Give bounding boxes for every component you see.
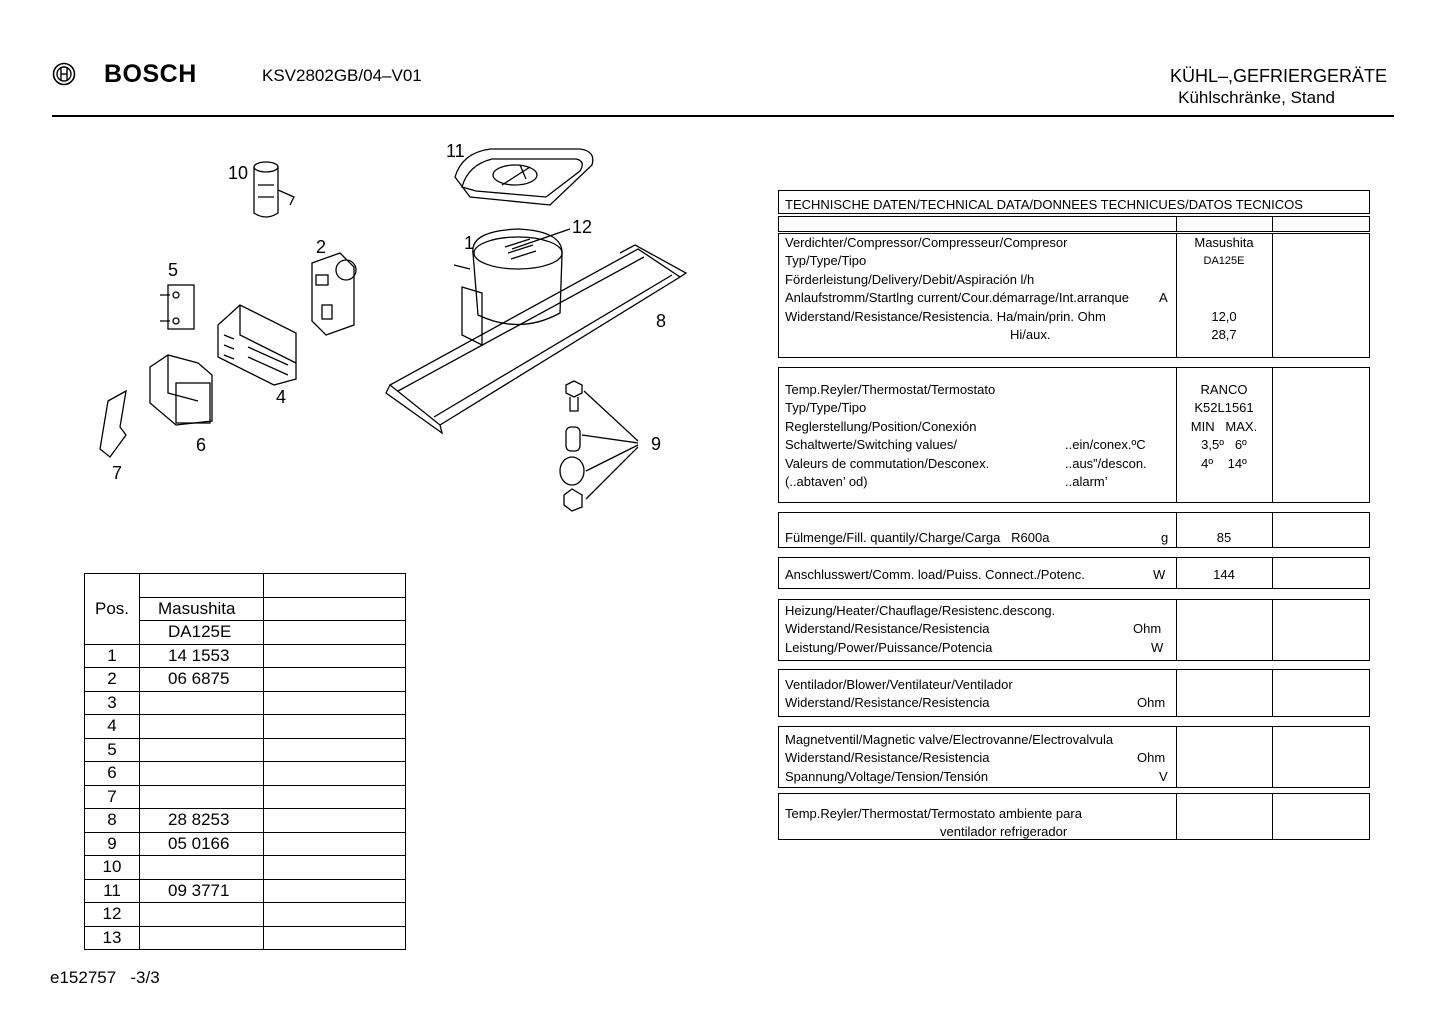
callout-4: 4 bbox=[276, 387, 287, 407]
type-label: Typ/Type/Tipo bbox=[785, 253, 867, 268]
table-row bbox=[85, 785, 406, 809]
pos-cell: 1 bbox=[85, 644, 140, 668]
thermostat-type-value: K52L1561 bbox=[1194, 400, 1254, 415]
table-row bbox=[85, 762, 406, 786]
compressor-section bbox=[778, 233, 1370, 358]
table-row bbox=[85, 903, 406, 927]
part-number-cell bbox=[140, 691, 264, 715]
callout-9: 9 bbox=[651, 434, 662, 454]
connected-load-unit: W bbox=[1153, 567, 1166, 582]
exploded-parts-drawing bbox=[90, 135, 730, 525]
relay-part-drawing bbox=[312, 253, 356, 335]
heater-resistance-unit: Ohm bbox=[1133, 621, 1162, 636]
tech-title-box bbox=[778, 190, 1370, 214]
document-footer: e152757 -3/3 bbox=[50, 968, 160, 987]
base-plate-part-drawing bbox=[386, 245, 686, 433]
valve-voltage-label: Spannung/Voltage/Tension/Tensión bbox=[785, 769, 989, 784]
pos-cell: 12 bbox=[85, 903, 140, 927]
table-row bbox=[85, 926, 406, 950]
switch-off-values: 4º 14º bbox=[1201, 456, 1247, 471]
parts-table bbox=[84, 573, 406, 950]
brand-name: BOSCH bbox=[104, 60, 197, 88]
fill-quantity-label: Fülmenge/Fill. quantily/Charge/Carga R600a bbox=[785, 530, 1050, 545]
ambient-thermostat-section bbox=[778, 793, 1370, 840]
fill-quantity-value: 85 bbox=[1216, 530, 1232, 545]
defrost-label: (..abtaven’ od) bbox=[785, 474, 868, 489]
commutation-label: Valeurs de commutation/Desconex. bbox=[785, 456, 990, 471]
resistance-aux-value: 28,7 bbox=[1211, 327, 1237, 342]
pos-cell: 4 bbox=[85, 715, 140, 739]
part-number-cell bbox=[140, 762, 264, 786]
table-row bbox=[85, 856, 406, 880]
cover-part-drawing bbox=[455, 149, 593, 205]
valve-resistance-label: Widerstand/Resistance/Resistencia bbox=[785, 750, 990, 765]
switch-off-label: ..aus”/descon. bbox=[1065, 456, 1147, 471]
alarm-label: ..alarm’ bbox=[1065, 474, 1108, 489]
type-value: DA125E bbox=[1203, 255, 1245, 267]
bosch-logo-icon bbox=[52, 62, 76, 86]
ambient-thermostat-sublabel: ventilador refrigerador bbox=[940, 824, 1068, 839]
compressor-value: Masushita bbox=[1194, 235, 1254, 250]
connected-load-label: Anschlusswert/Comm. load/Puiss. Connect./Potenc. bbox=[785, 567, 1085, 582]
manufacturer-header: Masushita bbox=[140, 597, 264, 621]
callout-11: 11 bbox=[446, 141, 465, 161]
table-row bbox=[85, 644, 406, 668]
callout-2: 2 bbox=[316, 237, 327, 257]
category-title: KÜHL–,GEFRIERGERÄTE bbox=[1169, 66, 1387, 86]
heater-power-label: Leistung/Power/Puissance/Potencia bbox=[785, 640, 993, 655]
pos-cell: 13 bbox=[85, 926, 140, 950]
pos-cell: 3 bbox=[85, 691, 140, 715]
header-divider bbox=[52, 115, 1394, 117]
starting-current-unit: A bbox=[1159, 290, 1168, 305]
callout-6: 6 bbox=[196, 435, 207, 455]
callout-8: 8 bbox=[656, 311, 667, 331]
heater-resistance-label: Widerstand/Resistance/Resistencia bbox=[785, 621, 990, 636]
part-number-cell bbox=[140, 903, 264, 927]
ambient-thermostat-label: Temp.Reyler/Thermostat/Termostato ambiente para bbox=[785, 806, 1082, 821]
valve-label: Magnetventil/Magnetic valve/Electrovanne/Electrovalvula bbox=[785, 732, 1114, 747]
delivery-label: Förderleistung/Delivery/Debit/Aspiración l/h bbox=[785, 272, 1035, 287]
valve-resistance-unit: Ohm bbox=[1137, 750, 1166, 765]
fan-label: Ventilador/Blower/Ventilateur/Ventilador bbox=[785, 677, 1013, 692]
min-max-header: MIN MAX. bbox=[1190, 419, 1258, 434]
terminal-part-drawing bbox=[160, 285, 194, 329]
switch-on-label: ..ein/conex.ºC bbox=[1065, 437, 1146, 452]
part-number-cell: 28 8253 bbox=[140, 809, 264, 833]
fasteners-part-drawing bbox=[560, 381, 638, 511]
pos-cell: 11 bbox=[85, 879, 140, 903]
tech-header-spacer bbox=[778, 216, 1370, 232]
resistance-main-value: 12,0 bbox=[1211, 309, 1237, 324]
resistance-main-label: Widerstand/Resistance/Resistencia. Ha/main/prin. Ohm bbox=[785, 309, 1106, 324]
valve-section bbox=[778, 726, 1370, 788]
callout-10: 10 bbox=[228, 163, 249, 183]
part-number-cell bbox=[140, 856, 264, 880]
fill-quantity-unit: g bbox=[1161, 530, 1169, 545]
pos-cell: 10 bbox=[85, 856, 140, 880]
pos-cell: 6 bbox=[85, 762, 140, 786]
pos-cell: 7 bbox=[85, 785, 140, 809]
table-row bbox=[85, 738, 406, 762]
part-number-cell bbox=[140, 715, 264, 739]
position-label: Reglerstellung/Position/Conexión bbox=[785, 419, 977, 434]
table-row bbox=[85, 574, 406, 598]
resistance-aux-label: Hi/aux. bbox=[1010, 327, 1051, 342]
protector-part-drawing bbox=[150, 355, 212, 425]
model-number: KSV2802GB/04–V01 bbox=[262, 66, 422, 85]
switch-on-values: 3,5º 6º bbox=[1201, 437, 1247, 452]
callout-12: 12 bbox=[572, 217, 593, 237]
table-row bbox=[85, 832, 406, 856]
fan-resistance-unit: Ohm bbox=[1137, 695, 1166, 710]
part-number-cell: 06 6875 bbox=[140, 668, 264, 692]
tech-title: TECHNISCHE DATEN/TECHNICAL DATA/DONNEES TECHNICUES/DATOS TECNICOS bbox=[785, 197, 1303, 212]
table-row bbox=[85, 715, 406, 739]
part-number-cell bbox=[140, 785, 264, 809]
connected-load-section bbox=[778, 557, 1370, 589]
pos-cell: 8 bbox=[85, 809, 140, 833]
table-row bbox=[85, 691, 406, 715]
thermostat-value: RANCO bbox=[1200, 382, 1248, 397]
switching-values-label: Schaltwerte/Switching values/ bbox=[785, 437, 957, 452]
fan-section bbox=[778, 669, 1370, 717]
heater-section bbox=[778, 599, 1370, 661]
part-number-cell bbox=[140, 926, 264, 950]
pos-header: Pos. bbox=[85, 574, 140, 645]
valve-voltage-unit: V bbox=[1159, 769, 1168, 784]
heater-power-unit: W bbox=[1151, 640, 1164, 655]
callout-5: 5 bbox=[168, 260, 179, 280]
table-row bbox=[85, 809, 406, 833]
callout-7: 7 bbox=[112, 463, 123, 483]
starting-current-label: Anlaufstromm/Startlng current/Cour.démarrage/Int.arranque bbox=[785, 290, 1129, 305]
pos-cell: 5 bbox=[85, 738, 140, 762]
part-number-cell bbox=[140, 738, 264, 762]
pos-cell: 2 bbox=[85, 668, 140, 692]
heater-label: Heizung/Heater/Chauflage/Resistenc.descong. bbox=[785, 603, 1056, 618]
category-subtitle: Kühlschränke, Stand bbox=[1178, 88, 1335, 107]
fan-resistance-label: Widerstand/Resistance/Resistencia bbox=[785, 695, 990, 710]
thermostat-label: Temp.Reyler/Thermostat/Termostato bbox=[785, 382, 996, 397]
pos-cell: 9 bbox=[85, 832, 140, 856]
connected-load-value: 144 bbox=[1213, 567, 1235, 582]
box-cover-part-drawing bbox=[218, 305, 296, 385]
part-number-cell: 09 3771 bbox=[140, 879, 264, 903]
clip-part-drawing bbox=[100, 391, 126, 457]
callout-1: 1 bbox=[464, 233, 475, 253]
fill-quantity-section bbox=[778, 512, 1370, 548]
compressor-type-header: DA125E bbox=[140, 621, 264, 645]
compressor-label: Verdichter/Compressor/Compresseur/Compresor bbox=[785, 235, 1068, 250]
thermostat-type-label: Typ/Type/Tipo bbox=[785, 400, 867, 415]
part-number-cell: 14 1553 bbox=[140, 644, 264, 668]
thermostat-section bbox=[778, 367, 1370, 503]
part-number-cell: 05 0166 bbox=[140, 832, 264, 856]
table-row bbox=[85, 879, 406, 903]
table-row bbox=[85, 668, 406, 692]
capacitor-part-drawing bbox=[254, 162, 294, 217]
